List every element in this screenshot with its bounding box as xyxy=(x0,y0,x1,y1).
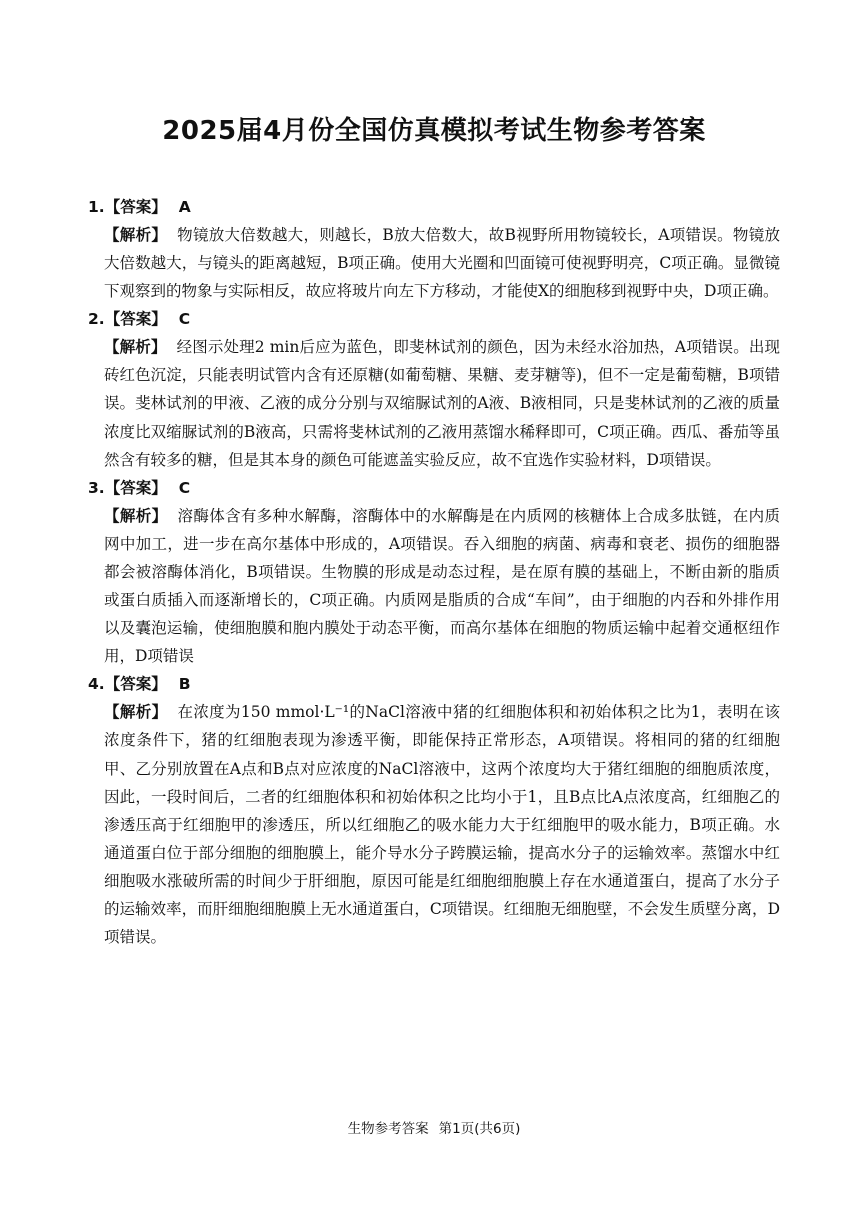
answer-choice: C xyxy=(178,310,191,329)
answer-line xyxy=(88,474,780,502)
page-title: 2025届4月份全国仿真模拟考试生物参考答案 xyxy=(162,116,706,146)
explanation-tag: 【解析】 xyxy=(104,703,168,722)
footer-page-number: 第1页(共6页) xyxy=(438,1121,521,1137)
explanation xyxy=(104,221,780,305)
answer-list xyxy=(88,193,780,951)
answer-tag: 【答案】 xyxy=(104,198,167,216)
explanation-text: 物镜放大倍数越大，则越长，B放大倍数大，故B视野所用物镜较长，A项错误。物镜放大倍数越大，与镜头的距离越短，B项正确。使用大光圈和凹面镜可使视野明亮，C项正确。显微镜下观察到的物象与实际相反，故应将玻片向左下方移动，才能使X的细胞移到视野中央，D项正确。 xyxy=(104,226,780,301)
question-number: 4. xyxy=(88,675,105,694)
answer-tag: 【答案】 xyxy=(104,310,167,329)
question-3 xyxy=(88,474,780,671)
answer-choice: A xyxy=(178,198,191,216)
answer-tag: 【答案】 xyxy=(104,478,167,497)
answer-line xyxy=(88,305,780,333)
explanation xyxy=(104,502,780,671)
answer-choice: C xyxy=(178,478,191,497)
question-1 xyxy=(88,193,780,305)
answer-tag: 【答案】 xyxy=(104,675,167,694)
explanation-tag: 【解析】 xyxy=(104,338,167,357)
question-number: 2. xyxy=(88,310,105,329)
question-2 xyxy=(88,305,780,473)
answer-line xyxy=(88,670,780,698)
explanation-text: 溶酶体含有多种水解酶，溶酶体中的水解酶是在内质网的核糖体上合成多肽链，在内质网中加工，进一步在高尔基体中形成的，A项错误。吞入细胞的病菌、病毒和衰老、损伤的细胞器都会被溶酶体消化，B项错误。生物膜的形成是动态过程，是在原有膜的基础上，不断由新的脂质或蛋白质插入而逐渐增长的，C项正确。内质网是脂质的合成“车间”，由于细胞的内吞和外排作用以及囊泡运输，使细胞膜和胞内膜处于动态平衡，而高尔基体在细胞的物质运输中起着交通枢纽作用，D项错误 xyxy=(104,506,780,666)
question-4 xyxy=(88,670,780,951)
answer-line xyxy=(88,193,780,221)
explanation-text: 经图示处理2 min后应为蓝色，即斐林试剂的颜色，因为未经水浴加热，A项错误。出现砖红色沉淀，只能表明试管内含有还原糖(如葡萄糖、果糖、麦芽糖等)，但不一定是葡萄糖，B项错误。斐林试剂的甲液、乙液的成分分别与双缩脲试剂的A液、B液相同，只是斐林试剂的乙液的质量浓度比双缩脲试剂的B液高，只需将斐林试剂的乙液用蒸馏水稀释即可，C项正确。西瓜、番茄等虽然含有较多的糖，但是其本身的颜色可能遮盖实验反应，故不宜选作实验材料，D项错误。 xyxy=(104,338,780,469)
explanation xyxy=(104,698,780,951)
question-number: 1. xyxy=(88,198,105,216)
explanation xyxy=(104,333,780,473)
page-footer xyxy=(0,1117,868,1137)
answer-choice: B xyxy=(178,675,191,694)
explanation-tag: 【解析】 xyxy=(104,226,168,244)
footer-doc-name: 生物参考答案 xyxy=(347,1121,429,1137)
explanation-text: 在浓度为150 mmol·L⁻¹的NaCl溶液中猪的红细胞体积和初始体积之比为1，表明在该浓度条件下，猪的红细胞表现为渗透平衡，即能保持正常形态，A项错误。将相同的猪的红细胞甲、乙分别放置在A点和B点对应浓度的NaCl溶液中，这两个浓度均大于猪红细胞的细胞质浓度，因此，一段时间后，二者的红细胞体积和初始体积之比均小于1，且B点比A点浓度高，红细胞乙的渗透压高于红细胞甲的渗透压，所以红细胞乙的吸水能力大于红细胞甲的吸水能力，B项正确。水通道蛋白位于部分细胞的细胞膜上，能介导水分子跨膜运输，提高水分子的运输效率。蒸馏水中红细胞吸水涨破所需的时间少于肝细胞，原因可能是红细胞细胞膜上存在水通道蛋白，提高了水分子的运输效率，而肝细胞细胞膜上无水通道蛋白，C项错误。红细胞无细胞壁，不会发生质壁分离，D项错误。 xyxy=(104,703,780,947)
explanation-tag: 【解析】 xyxy=(104,506,168,525)
question-number: 3. xyxy=(88,478,105,497)
